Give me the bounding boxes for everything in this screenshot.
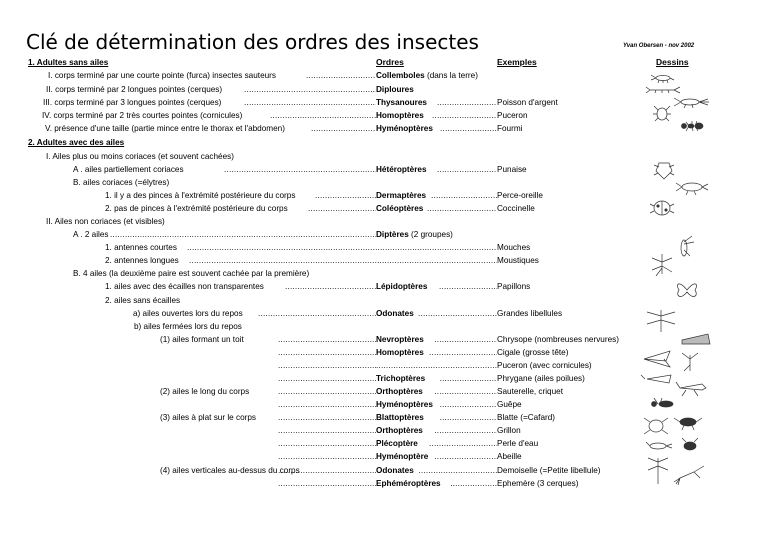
- key-row: [43, 96, 558, 109]
- mayfly-icon: [674, 466, 704, 485]
- key-row: [73, 228, 498, 241]
- key-label: A . 2 ailes: [73, 230, 109, 239]
- order-name: Hyménoptères: [376, 400, 433, 409]
- example-name: Blatte (=Cafard): [497, 413, 556, 422]
- order-name: Homoptères: [376, 111, 424, 120]
- earwig-icon: [676, 183, 708, 195]
- key-row: [278, 333, 638, 346]
- key-row: [278, 411, 638, 424]
- key-label: IV. corps terminé par 2 très courtes pointes (cornicules): [42, 111, 243, 120]
- order-name: Hyménoptères: [376, 124, 433, 133]
- example-name: Abeille: [497, 452, 522, 461]
- key-row: [105, 189, 543, 202]
- lacewing-icon: [644, 351, 670, 367]
- key-row: [278, 346, 638, 359]
- key-heading: b) ailes fermées lors du repos: [134, 322, 242, 331]
- key-row: [278, 372, 638, 385]
- key-label: 1. antennes courtes: [105, 243, 177, 252]
- example-name: Chrysope (nombreuses nervures): [497, 335, 619, 344]
- key-row: [278, 385, 638, 398]
- bee-icon: [682, 438, 698, 450]
- example-name: Grandes libellules: [497, 309, 563, 318]
- caddisfly-icon: [641, 375, 671, 383]
- shield-bug-icon: [654, 163, 674, 179]
- grasshopper-icon: [676, 382, 706, 396]
- order-name: Collemboles: [376, 71, 425, 80]
- ladybird-icon: [650, 201, 674, 215]
- order-name: Lépidoptères: [376, 282, 428, 291]
- key-heading: 2. ailes sans écailles: [105, 296, 181, 305]
- example-name: Puceron: [497, 111, 528, 120]
- key-row: [105, 202, 535, 215]
- key-row: [278, 359, 638, 372]
- key-row: [105, 254, 539, 267]
- key-heading: B. 4 ailes (la deuxième paire est souvent cachée par la première): [73, 269, 310, 278]
- aphid-icon: [653, 106, 671, 121]
- author-credit: Yvan Obersen - nov 2002: [623, 43, 695, 49]
- silverfish-icon: [674, 98, 709, 108]
- order-name: Dermaptères: [376, 191, 427, 200]
- key-label: III. corps terminé par 3 longues pointes (cerques): [43, 98, 222, 107]
- key-label: V. présence d'une taille (partie mince entre le thorax et l'abdomen): [45, 124, 285, 133]
- order-name: Thysanoures: [376, 98, 427, 107]
- section-heading-1: 1. Adultes sans ailes: [28, 58, 109, 67]
- key-label: A . ailes partiellement coriaces: [73, 165, 184, 174]
- key-row: [73, 163, 527, 176]
- order-name: Ephéméroptères: [376, 479, 441, 488]
- key-row: [278, 464, 638, 477]
- example-name: Coccinelle: [497, 204, 535, 213]
- cockroach-icon: [644, 418, 668, 434]
- page-title: Clé de détermination des ordres des insectes: [26, 30, 479, 54]
- example-name: Papillons: [497, 282, 531, 291]
- key-heading: II. Ailes non coriaces (et visibles): [46, 217, 165, 226]
- example-name: Moustiques: [497, 256, 539, 265]
- fly-icon: [681, 236, 694, 256]
- order-name: Coléoptères: [376, 204, 424, 213]
- key-subheading: (3) ailes à plat sur le corps: [160, 413, 257, 422]
- order-name: Hyménoptère: [376, 452, 429, 461]
- order-name: Nevroptères: [376, 335, 424, 344]
- order-name: Blattoptères: [376, 413, 424, 422]
- example-name: Ephemère (3 cerques): [497, 479, 579, 488]
- key-row: [278, 398, 638, 411]
- diplura-icon: [646, 87, 680, 93]
- example-name: Perce-oreille: [497, 191, 543, 200]
- example-name: Perle d'eau: [497, 439, 539, 448]
- example-name: Mouches: [497, 243, 531, 252]
- example-name: Puceron (avec cornicules): [497, 361, 592, 370]
- order-name: Odonates: [376, 466, 414, 475]
- key-heading: I. Ailes plus ou moins coriaces (et souvent cachées): [46, 152, 234, 161]
- order-note: (2 groupes): [408, 230, 453, 239]
- order-name: Trichoptères: [376, 374, 426, 383]
- key-row: [278, 437, 638, 450]
- key-heading: B. ailes coriaces (=élytres): [73, 178, 170, 187]
- section-heading-2: 2. Adultes avec des ailes: [28, 138, 125, 147]
- example-name: Punaise: [497, 165, 527, 174]
- example-name: Sauterelle, criquet: [497, 387, 563, 396]
- key-row: [46, 83, 496, 96]
- order-name: Orthoptères: [376, 387, 423, 396]
- key-row: [278, 450, 638, 463]
- key-row: [105, 280, 531, 293]
- cricket-icon: [674, 418, 702, 430]
- header-dessins: Dessins: [656, 57, 689, 67]
- winged-aphid-icon: [682, 353, 698, 371]
- key-row: [42, 109, 528, 122]
- ant-icon: [682, 121, 704, 131]
- key-row: [105, 241, 531, 254]
- order-note: (dans la terre): [424, 71, 478, 80]
- key-row: [48, 69, 498, 82]
- example-name: Grillon: [497, 426, 521, 435]
- key-row: [278, 424, 638, 437]
- springtail-icon: [651, 75, 674, 83]
- key-subheading: (2) ailes le long du corps: [160, 387, 250, 396]
- key-subheading: (4) ailes verticales au-dessus du corps: [160, 466, 300, 475]
- dragonfly-icon: [647, 310, 675, 332]
- order-name: Orthoptères: [376, 426, 423, 435]
- wasp-icon: [652, 398, 674, 407]
- key-label: 2. pas de pinces à l'extrémité postérieure du corps: [105, 204, 288, 213]
- example-name: Phrygane (ailes poilues): [497, 374, 585, 383]
- key-row: [45, 122, 523, 135]
- damselfly-icon: [648, 458, 668, 484]
- order-name: Homoptères: [376, 348, 424, 357]
- order-name: Plécoptère: [376, 439, 418, 448]
- order-name: Diploures: [376, 85, 414, 94]
- key-label: I. corps terminé par une courte pointe (furca) insectes sauteurs: [48, 71, 276, 80]
- key-label: II. corps terminé par 2 longues pointes (cerques): [46, 85, 223, 94]
- key-row: [278, 477, 638, 490]
- header-exemples: Exemples: [497, 57, 537, 67]
- order-name: Odonates: [376, 309, 414, 318]
- example-name: Guêpe: [497, 400, 522, 409]
- order-name: Hétéroptères: [376, 165, 427, 174]
- key-label: 1. il y a des pinces à l'extrémité postérieure du corps: [105, 191, 296, 200]
- key-subheading: (1) ailes formant un toit: [160, 335, 244, 344]
- key-row: [133, 307, 563, 320]
- stonefly-icon: [646, 442, 672, 449]
- header-ordres: Ordres: [376, 57, 404, 67]
- mosquito-icon: [652, 254, 672, 276]
- key-label: 2. antennes longues: [105, 256, 179, 265]
- example-name: Cigale (grosse tête): [497, 348, 569, 357]
- cicada-icon: [682, 334, 710, 344]
- key-label: a) ailes ouvertes lors du repos: [133, 309, 243, 318]
- example-name: Demoiselle (=Petite libellule): [497, 466, 601, 475]
- key-label: 1. ailes avec des écailles non transparentes: [105, 282, 264, 291]
- example-name: Fourmi: [497, 124, 523, 133]
- order-name: Diptères: [376, 230, 409, 239]
- butterfly-icon: [677, 284, 696, 297]
- drawings-column: [640, 68, 710, 498]
- example-name: Poisson d'argent: [497, 98, 558, 107]
